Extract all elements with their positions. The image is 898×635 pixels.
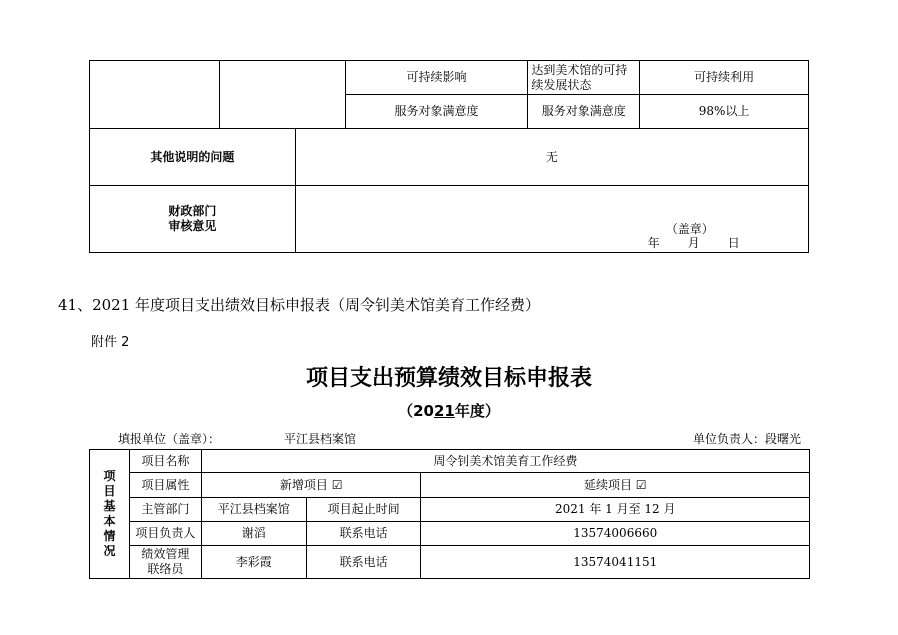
indicator-detail-cell: 服务对象满意度 xyxy=(528,95,640,129)
continuing-project-checkbox[interactable]: ☑ xyxy=(635,477,647,492)
new-project-option: 新增项目 ☑ xyxy=(201,473,421,498)
other-issues-value: 无 xyxy=(295,129,808,186)
date-month: 月 xyxy=(687,236,700,250)
basic-info-section-label: 项目基本情况 xyxy=(90,450,130,579)
filler-label: 填报单位（盖章）： xyxy=(118,432,221,446)
contact-phone-value: 13574041151 xyxy=(421,546,810,579)
leader-value: 谢滔 xyxy=(201,522,306,546)
basic-info-table xyxy=(89,449,810,579)
indicator-value-cell: 98%以上 xyxy=(640,95,809,129)
leader-phone-value: 13574006660 xyxy=(421,522,810,546)
leader-label: 项目负责人 xyxy=(129,522,201,546)
indicator-detail-cell: 达到美术馆的可持续发展状态 xyxy=(528,61,640,95)
indicator-cell: 可持续影响 xyxy=(345,61,528,95)
leader-phone-label: 联系电话 xyxy=(306,522,421,546)
period-value: 2021 年 1 月至 12 月 xyxy=(421,498,810,522)
section-heading: 41、2021 年度项目支出绩效目标申报表（周令钊美术馆美育工作经费） xyxy=(58,296,541,314)
blank-cell xyxy=(90,61,220,129)
indicator-value-cell: 可持续利用 xyxy=(640,61,809,95)
filler-unit: 平江县档案馆 xyxy=(284,432,357,446)
other-issues-label: 其他说明的问题 xyxy=(90,129,296,186)
project-name-label: 项目名称 xyxy=(129,450,201,473)
unit-responsible: 单位负责人：段曙光 xyxy=(693,432,802,446)
blank-cell xyxy=(219,61,345,129)
form-year: （2021年度） xyxy=(398,402,500,420)
attachment-label: 附件 2 xyxy=(91,335,130,350)
contact-phone-label: 联系电话 xyxy=(306,546,421,579)
form-title: 项目支出预算绩效目标申报表 xyxy=(305,366,592,391)
contact-label: 绩效管理 联络员 xyxy=(129,546,201,579)
date-day: 日 xyxy=(727,236,740,250)
finance-review-cell xyxy=(295,186,808,253)
new-project-checkbox[interactable]: ☑ xyxy=(331,477,343,492)
period-label: 项目起止时间 xyxy=(306,498,421,522)
seal-note: （盖章） xyxy=(665,222,714,236)
indicator-table xyxy=(89,60,809,129)
dept-label: 主管部门 xyxy=(129,498,201,522)
continuing-project-option: 延续项目 ☑ xyxy=(421,473,810,498)
contact-value: 李彩霞 xyxy=(201,546,306,579)
remarks-table xyxy=(89,128,809,253)
finance-review-label: 财政部门 审核意见 xyxy=(90,186,296,253)
indicator-cell: 服务对象满意度 xyxy=(345,95,528,129)
dept-value: 平江县档案馆 xyxy=(201,498,306,522)
form-year-value: 21 xyxy=(433,402,455,420)
project-name-value: 周令钊美术馆美育工作经费 xyxy=(201,450,809,473)
attribute-label: 项目属性 xyxy=(129,473,201,498)
date-year: 年 xyxy=(647,236,660,250)
